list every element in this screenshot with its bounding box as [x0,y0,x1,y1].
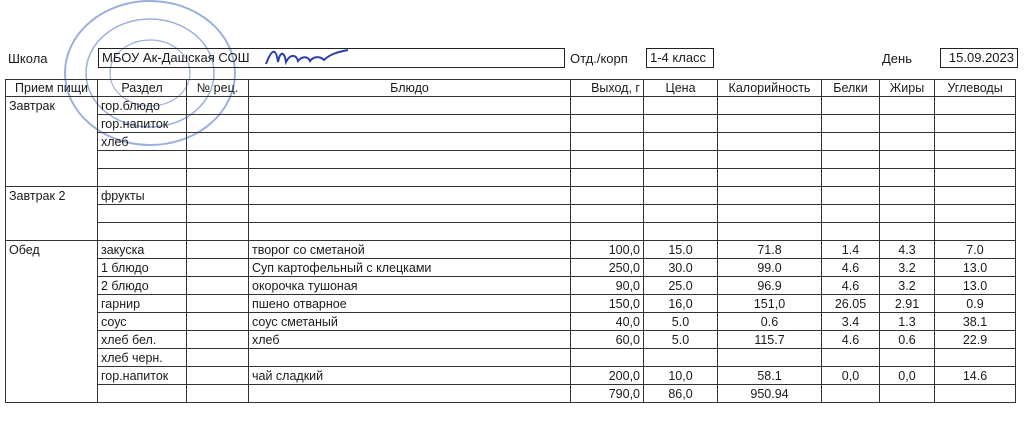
table-row [6,367,1016,385]
cell-section: соус [98,313,187,331]
cell-rec [187,169,249,187]
cell-meal [6,295,98,313]
cell-rec [187,205,249,223]
cell-out [571,133,644,151]
cell-meal [6,205,98,223]
cell-out: 150,0 [571,295,644,313]
cell-kcal: 99.0 [718,259,822,277]
cell-meal [6,385,98,403]
cell-rec [187,313,249,331]
cell-price [644,187,718,205]
table-row [6,205,1016,223]
cell-out: 200,0 [571,367,644,385]
cell-price [644,97,718,115]
cell-kcal: 71.8 [718,241,822,259]
cell-carb [935,349,1016,367]
cell-price [644,223,718,241]
cell-fat: 3.2 [880,259,935,277]
cell-prot: 4.6 [822,277,880,295]
table-row [6,259,1016,277]
table-row [6,223,1016,241]
cell-dish [249,115,571,133]
cell-prot [822,223,880,241]
cell-dish: Суп картофельный с клецками [249,259,571,277]
cell-kcal: 151,0 [718,295,822,313]
cell-meal [6,169,98,187]
cell-dish [249,169,571,187]
cell-section: хлеб черн. [98,349,187,367]
cell-section: 1 блюдо [98,259,187,277]
cell-out: 250,0 [571,259,644,277]
cell-fat [880,115,935,133]
cell-out [571,97,644,115]
cell-out [571,187,644,205]
cell-prot [822,169,880,187]
cell-out: 790,0 [571,385,644,403]
cell-fat: 0.6 [880,331,935,349]
col-fat: Жиры [880,80,935,97]
cell-prot [822,133,880,151]
cell-carb [935,97,1016,115]
cell-fat [880,169,935,187]
cell-fat [880,349,935,367]
date-value: 15.09.2023 [948,50,1014,65]
col-section: Раздел [98,80,187,97]
cell-section: гор.напиток [98,115,187,133]
cell-prot: 26.05 [822,295,880,313]
cell-section: гор.напиток [98,367,187,385]
cell-meal [6,349,98,367]
cell-out [571,151,644,169]
cell-carb: 22.9 [935,331,1016,349]
table-row [6,169,1016,187]
cell-kcal [718,115,822,133]
cell-carb: 7.0 [935,241,1016,259]
col-meal: Прием пищи [6,80,98,97]
cell-section [98,169,187,187]
cell-kcal [718,187,822,205]
table-row [6,241,1016,259]
table-row [6,97,1016,115]
cell-carb [935,385,1016,403]
cell-price: 16,0 [644,295,718,313]
cell-rec [187,151,249,169]
cell-out [571,223,644,241]
cell-meal [6,115,98,133]
table-row [6,385,1016,403]
cell-rec [187,187,249,205]
cell-out: 100,0 [571,241,644,259]
table-row [6,187,1016,205]
cell-price [644,115,718,133]
cell-section: фрукты [98,187,187,205]
cell-dish: соус сметаный [249,313,571,331]
day-label: День [882,51,912,66]
cell-dish: хлеб [249,331,571,349]
cell-dish [249,349,571,367]
table-row [6,331,1016,349]
col-recipe: № рец. [187,80,249,97]
cell-price: 86,0 [644,385,718,403]
cell-prot: 3.4 [822,313,880,331]
table-row [6,277,1016,295]
cell-fat: 0,0 [880,367,935,385]
cell-kcal [718,133,822,151]
menu-table [5,79,1016,403]
cell-meal [6,133,98,151]
cell-carb [935,187,1016,205]
cell-price [644,169,718,187]
cell-section: гарнир [98,295,187,313]
cell-kcal: 0.6 [718,313,822,331]
cell-fat [880,223,935,241]
cell-rec [187,295,249,313]
cell-carb: 13.0 [935,259,1016,277]
cell-fat: 1.3 [880,313,935,331]
cell-kcal: 950.94 [718,385,822,403]
cell-price [644,151,718,169]
cell-price: 10,0 [644,367,718,385]
cell-dish: пшено отварное [249,295,571,313]
cell-carb [935,115,1016,133]
cell-meal: Обед [6,241,98,259]
dept-label: Отд./корп [570,51,628,66]
cell-prot [822,385,880,403]
cell-fat: 2.91 [880,295,935,313]
cell-out [571,115,644,133]
cell-prot [822,115,880,133]
cell-out: 90,0 [571,277,644,295]
cell-price: 5.0 [644,313,718,331]
cell-meal [6,223,98,241]
cell-carb [935,223,1016,241]
col-protein: Белки [822,80,880,97]
dept-field [646,48,714,68]
cell-meal [6,151,98,169]
cell-price: 30.0 [644,259,718,277]
cell-kcal [718,169,822,187]
cell-section: хлеб [98,133,187,151]
cell-meal [6,313,98,331]
cell-kcal [718,151,822,169]
cell-carb [935,205,1016,223]
cell-out: 60,0 [571,331,644,349]
cell-meal: Завтрак 2 [6,187,98,205]
table-row [6,295,1016,313]
cell-carb: 14.6 [935,367,1016,385]
cell-section: закуска [98,241,187,259]
date-field [940,48,1018,68]
cell-prot: 1.4 [822,241,880,259]
cell-prot [822,349,880,367]
cell-fat [880,385,935,403]
cell-rec [187,331,249,349]
cell-prot [822,151,880,169]
col-dish: Блюдо [249,80,571,97]
school-name-field [98,48,565,68]
cell-price: 25.0 [644,277,718,295]
cell-carb [935,151,1016,169]
cell-dish [249,385,571,403]
cell-dish: окорочка тушоная [249,277,571,295]
cell-section [98,151,187,169]
cell-section [98,223,187,241]
cell-meal [6,259,98,277]
cell-kcal: 115.7 [718,331,822,349]
cell-fat [880,151,935,169]
cell-meal [6,331,98,349]
cell-meal [6,277,98,295]
cell-carb: 38.1 [935,313,1016,331]
cell-out [571,349,644,367]
cell-rec [187,385,249,403]
cell-price: 5.0 [644,331,718,349]
cell-dish [249,133,571,151]
cell-prot: 4.6 [822,331,880,349]
cell-kcal: 96.9 [718,277,822,295]
cell-carb [935,133,1016,151]
table-row [6,133,1016,151]
cell-section: 2 блюдо [98,277,187,295]
cell-out: 40,0 [571,313,644,331]
cell-rec [187,277,249,295]
cell-rec [187,115,249,133]
cell-carb [935,169,1016,187]
cell-prot [822,187,880,205]
cell-rec [187,133,249,151]
cell-dish: чай сладкий [249,367,571,385]
cell-section: хлеб бел. [98,331,187,349]
cell-price [644,349,718,367]
cell-rec [187,367,249,385]
cell-fat: 4.3 [880,241,935,259]
cell-carb: 0.9 [935,295,1016,313]
cell-prot: 4.6 [822,259,880,277]
cell-section [98,205,187,223]
cell-kcal [718,349,822,367]
cell-kcal [718,205,822,223]
school-label: Школа [8,51,48,66]
cell-dish [249,187,571,205]
cell-section: гор.блюдо [98,97,187,115]
cell-meal: Завтрак [6,97,98,115]
table-row [6,349,1016,367]
school-name: МБОУ Ак-Дашская СОШ [102,50,250,65]
cell-kcal [718,97,822,115]
cell-dish [249,205,571,223]
cell-rec [187,259,249,277]
cell-kcal: 58.1 [718,367,822,385]
cell-section [98,385,187,403]
cell-rec [187,97,249,115]
cell-fat [880,133,935,151]
cell-fat [880,205,935,223]
table-header-row [6,80,1016,97]
table-row [6,115,1016,133]
cell-rec [187,223,249,241]
cell-prot [822,97,880,115]
table-row [6,313,1016,331]
cell-price [644,133,718,151]
table-row [6,151,1016,169]
col-output: Выход, г [571,80,644,97]
cell-kcal [718,223,822,241]
cell-prot [822,205,880,223]
col-carbs: Углеводы [935,80,1016,97]
cell-carb: 13.0 [935,277,1016,295]
cell-fat: 3.2 [880,277,935,295]
col-price: Цена [644,80,718,97]
cell-price [644,205,718,223]
cell-prot: 0,0 [822,367,880,385]
dept-value: 1-4 класс [650,50,707,65]
cell-dish [249,223,571,241]
col-calories: Калорийность [718,80,822,97]
cell-price: 15.0 [644,241,718,259]
cell-rec [187,349,249,367]
cell-out [571,205,644,223]
cell-fat [880,97,935,115]
cell-meal [6,367,98,385]
cell-fat [880,187,935,205]
cell-dish [249,97,571,115]
cell-rec [187,241,249,259]
cell-dish [249,151,571,169]
cell-dish: творог со сметаной [249,241,571,259]
cell-out [571,169,644,187]
